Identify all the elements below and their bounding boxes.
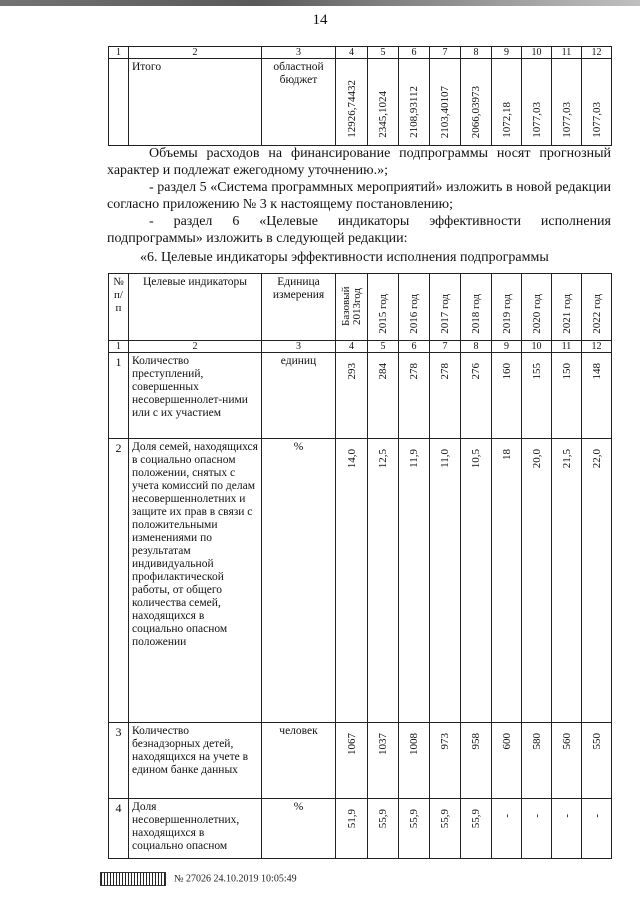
empty-cell <box>109 59 129 146</box>
value-cell <box>461 799 492 859</box>
value-cell <box>552 353 582 439</box>
page-number: 14 <box>312 12 328 28</box>
value: 958 <box>470 733 482 750</box>
footer <box>100 872 297 886</box>
value: - <box>500 814 513 818</box>
document-id: № 27026 24.10.2019 10:05:49 <box>174 873 297 885</box>
col-num: 5 <box>368 47 399 59</box>
header-year <box>552 274 582 341</box>
value-cell <box>582 59 612 146</box>
value-cell <box>399 439 430 723</box>
col-num: 9 <box>492 47 522 59</box>
column-number-row <box>109 341 612 353</box>
value: 1008 <box>408 733 420 755</box>
budget-source: областной бюджет <box>262 59 336 146</box>
value-cell <box>552 439 582 723</box>
col-num: 4 <box>336 341 368 353</box>
header-year <box>399 274 430 341</box>
value-cell <box>336 799 368 859</box>
value: 2103,40107 <box>439 85 451 138</box>
value: - <box>560 814 573 818</box>
scan-edge <box>0 0 640 6</box>
year-label: 2022 год <box>590 294 603 334</box>
col-num: 11 <box>552 47 582 59</box>
table-row <box>109 723 612 799</box>
col-num: 4 <box>336 47 368 59</box>
value: 2066,03973 <box>470 85 482 138</box>
value-cell <box>430 723 461 799</box>
value-cell <box>336 59 368 146</box>
col-num: 3 <box>262 47 336 59</box>
value-cell <box>430 799 461 859</box>
value: 278 <box>408 363 420 380</box>
value: 11,0 <box>439 449 451 468</box>
col-num: 8 <box>461 47 492 59</box>
header-indicator: Целевые индикаторы <box>129 274 262 341</box>
value: 276 <box>470 363 482 380</box>
year-label: 2021 год <box>560 294 573 334</box>
value: 284 <box>377 363 389 380</box>
value-cell <box>399 723 430 799</box>
value: 1077,03 <box>530 102 543 138</box>
value: 148 <box>590 363 603 380</box>
value: 55,9 <box>470 809 482 829</box>
row-number: 4 <box>109 799 129 859</box>
year-label: 2017 год <box>439 294 451 334</box>
value: 293 <box>345 363 358 380</box>
header-unit: Единица измерения <box>262 274 336 341</box>
year-label: 2018 год <box>470 294 482 334</box>
value: - <box>530 814 543 818</box>
value-cell <box>430 439 461 723</box>
value: 1072,18 <box>500 102 513 138</box>
year-label: 2016 год <box>408 294 420 334</box>
col-num: 9 <box>492 341 522 353</box>
value: 560 <box>560 733 573 750</box>
barcode-stamp <box>100 872 166 886</box>
value: 10,5 <box>470 449 482 469</box>
table-row <box>109 799 612 859</box>
paragraph-section-5: - раздел 5 «Система программных мероприятий» изложить в новой редакции согласно приложению № 3 к настоящему постановлению; <box>107 180 611 212</box>
total-row <box>109 59 612 146</box>
value: 55,9 <box>439 809 451 829</box>
paragraph-volumes: Объемы расходов на финансирование подпрограммы носят прогнозный характер и подлежат ежегодному уточнению.»; <box>107 146 611 178</box>
value: 2108,93112 <box>408 86 420 138</box>
indicator-name: Доля несовершеннолетних, находящихся в социально опасном <box>129 799 262 859</box>
col-num: 5 <box>368 341 399 353</box>
value: 1037 <box>377 733 389 755</box>
value-cell <box>368 799 399 859</box>
value: 1067 <box>345 733 358 755</box>
value-cell <box>522 59 552 146</box>
value-cell <box>368 353 399 439</box>
header-year <box>430 274 461 341</box>
value: 12926,74432 <box>345 80 358 138</box>
column-number-row <box>109 47 612 59</box>
paragraph-section-6: - раздел 6 «Целевые индикаторы эффективности исполнения подпрограммы» изложить в следующей редакции: <box>107 214 611 246</box>
header-year <box>461 274 492 341</box>
value-cell <box>492 59 522 146</box>
header-year <box>492 274 522 341</box>
value-cell <box>582 353 612 439</box>
value-cell <box>552 799 582 859</box>
col-num: 2 <box>129 341 262 353</box>
col-num: 12 <box>582 47 612 59</box>
value-cell <box>522 353 552 439</box>
indicator-unit: человек <box>262 723 336 799</box>
col-num: 11 <box>552 341 582 353</box>
col-num: 6 <box>399 341 430 353</box>
value-cell <box>368 723 399 799</box>
value: 160 <box>500 363 513 380</box>
value-cell <box>399 59 430 146</box>
value: 18 <box>500 449 513 460</box>
table-row <box>109 353 612 439</box>
value-cell <box>522 799 552 859</box>
value-cell <box>552 59 582 146</box>
value-cell <box>399 353 430 439</box>
indicator-name: Доля семей, находящихся в социально опасном положении, снятых с учета комиссий по делам несовершеннолетних и защите их прав в связи с положительными изменениями по результатам индивидуальной профилактической работы, от общего количества семей, находящихся в социально опасном положении <box>129 439 262 723</box>
year-label: 2015 год <box>377 294 389 334</box>
value: 278 <box>439 363 451 380</box>
value-cell <box>430 59 461 146</box>
value: 14,0 <box>345 449 358 469</box>
value-cell <box>492 353 522 439</box>
header-year <box>582 274 612 341</box>
value-cell <box>461 59 492 146</box>
header-year <box>368 274 399 341</box>
total-label: Итого <box>129 59 262 146</box>
value: 150 <box>560 363 573 380</box>
year-label: Базовый 2013год <box>339 286 363 326</box>
value-cell <box>582 723 612 799</box>
value-cell <box>336 353 368 439</box>
budget-table <box>108 46 612 146</box>
value: 973 <box>439 733 451 750</box>
value: 2345,1024 <box>377 91 389 138</box>
row-number: 1 <box>109 353 129 439</box>
value: 1077,03 <box>560 102 573 138</box>
section-heading: «6. Целевые индикаторы эффективности исполнения подпрограммы <box>140 250 549 265</box>
value-cell <box>336 723 368 799</box>
col-num: 8 <box>461 341 492 353</box>
year-label: 2020 год <box>530 294 543 334</box>
value: 580 <box>530 733 543 750</box>
header-year <box>336 274 368 341</box>
indicator-unit: единиц <box>262 353 336 439</box>
table-row <box>109 439 612 723</box>
value-cell <box>492 439 522 723</box>
col-num: 6 <box>399 47 430 59</box>
row-number: 2 <box>109 439 129 723</box>
col-num: 3 <box>262 341 336 353</box>
header-year <box>522 274 552 341</box>
header-row <box>109 274 612 341</box>
value-cell <box>368 59 399 146</box>
value: 51,9 <box>345 809 358 829</box>
indicator-unit: % <box>262 799 336 859</box>
col-num: 10 <box>522 341 552 353</box>
value-cell <box>461 353 492 439</box>
value-cell <box>430 353 461 439</box>
col-num: 7 <box>430 341 461 353</box>
value: 1077,03 <box>590 102 603 138</box>
value-cell <box>492 723 522 799</box>
year-label: 2019 год <box>500 294 513 334</box>
col-num: 12 <box>582 341 612 353</box>
value-cell <box>336 439 368 723</box>
indicator-name: Количество безнадзорных детей, находящихся на учете в едином банке данных <box>129 723 262 799</box>
value: 550 <box>590 733 603 750</box>
row-number: 3 <box>109 723 129 799</box>
value: 21,5 <box>560 449 573 469</box>
col-num: 1 <box>109 47 129 59</box>
value: 600 <box>500 733 513 750</box>
value-cell <box>522 439 552 723</box>
indicator-name: Количество преступлений, совершенных несовершеннолет-ними или с их участием <box>129 353 262 439</box>
col-num: 7 <box>430 47 461 59</box>
value: - <box>590 814 603 818</box>
col-num: 1 <box>109 341 129 353</box>
value: 155 <box>530 363 543 380</box>
value: 11,9 <box>408 449 420 468</box>
value: 55,9 <box>377 809 389 829</box>
indicators-table <box>108 273 612 859</box>
value-cell <box>399 799 430 859</box>
value: 22,0 <box>590 449 603 469</box>
indicator-unit: % <box>262 439 336 723</box>
value-cell <box>552 723 582 799</box>
value: 55,9 <box>408 809 420 829</box>
value-cell <box>522 723 552 799</box>
header-num: № п/п <box>109 274 129 341</box>
value-cell <box>582 799 612 859</box>
col-num: 2 <box>129 47 262 59</box>
col-num: 10 <box>522 47 552 59</box>
value: 20,0 <box>530 449 543 469</box>
value-cell <box>492 799 522 859</box>
value-cell <box>582 439 612 723</box>
value-cell <box>368 439 399 723</box>
value-cell <box>461 723 492 799</box>
value-cell <box>461 439 492 723</box>
value: 12,5 <box>377 449 389 469</box>
